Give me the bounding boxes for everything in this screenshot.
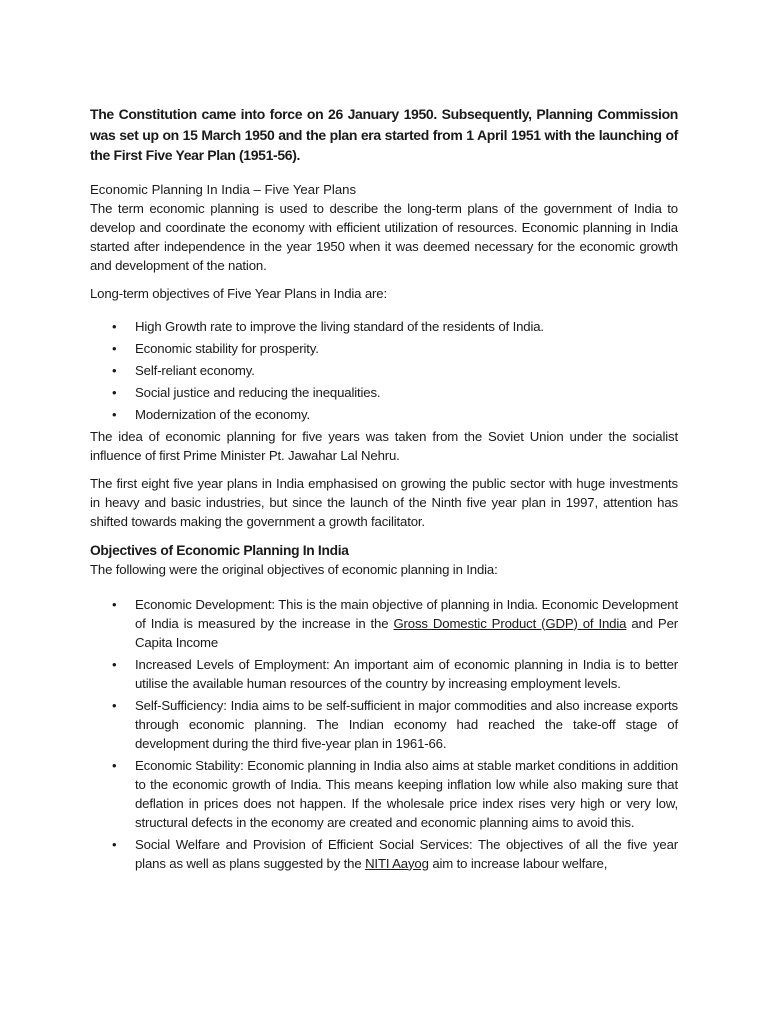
list-item [90,317,678,336]
gdp-link[interactable]: Gross Domestic Product (GDP) of India [393,615,627,631]
paragraph-objectives-intro: Long-term objectives of Five Year Plans in India are: [90,285,387,301]
section-heading-objectives: Objectives of Economic Planning In India [90,542,349,558]
list-item-text: aim to increase labour welfare, [428,855,608,871]
section-subheading: Economic Planning In India – Five Year Plans [90,181,357,197]
bullet-icon: • [112,384,117,400]
list-item-text: Increased Levels of Employment: An important aim of economic planning in India is to better utilise the available human resources of the country by increasing employment levels. [135,656,678,691]
document-page [90,104,678,876]
list-item-text: Social justice and reducing the inequalities. [135,384,381,400]
paragraph-public-sector: The first eight five year plans in India emphasised on growing the public sector with huge investments in heavy and basic industries, but since the launch of the Ninth five year plan in 1997, attention has shifted towards making the government a growth facilitator. [90,475,678,529]
objectives-list [90,317,678,424]
niti-aayog-link[interactable]: NITI Aayog [365,855,429,871]
list-item-text: Economic stability for prosperity. [135,340,319,356]
list-item [90,696,678,753]
list-item-text: Self-Sufficiency: India aims to be self-sufficient in major commodities and also increase exports through economic planning. The Indian economy had reached the take-off stage of development during the third five-year plan in 1961-66. [135,697,678,751]
list-item [90,835,678,873]
bullet-icon: • [112,596,117,612]
original-objectives-list [90,595,678,873]
bullet-icon: • [112,362,117,378]
list-item-text: High Growth rate to improve the living standard of the residents of India. [135,318,544,334]
intro-paragraph: The Constitution came into force on 26 January 1950. Subsequently, Planning Commission was set up on 15 March 1950 and the plan era started from 1 April 1951 with the launching of the First Five Year Plan (1951-56). [90,106,678,163]
bullet-icon: • [112,406,117,422]
bullet-icon: • [112,836,117,852]
list-item-text: Social Welfare and Provision of Efficient Social Services: The objectives of all the five year plans as well as plans suggested by the [135,836,678,871]
list-item [90,756,678,832]
paragraph-soviet-influence: The idea of economic planning for five years was taken from the Soviet Union under the socialist influence of first Prime Minister Pt. Jawahar Lal Nehru. [90,428,678,463]
bullet-icon: • [112,318,117,334]
list-item [90,655,678,693]
list-item [90,595,678,652]
paragraph-definition: The term economic planning is used to describe the long-term plans of the government of India to develop and coordinate the economy with efficient utilization of resources. Economic planning in India started after independence in the year 1950 when it was deemed necessary for the economic growth and development of the nation. [90,200,678,273]
list-item-text: Modernization of the economy. [135,406,311,422]
list-item [90,383,678,402]
list-item [90,361,678,380]
list-item-text: Economic Development: This is the main objective of planning in India. Economic Development of India is measured by the increase in the [135,596,678,631]
bullet-icon: • [112,697,117,713]
list-item [90,405,678,424]
paragraph-original-objectives: The following were the original objectives of economic planning in India: [90,561,498,577]
bullet-icon: • [112,340,117,356]
bullet-icon: • [112,656,117,672]
list-item-text: Self-reliant economy. [135,362,255,378]
list-item-text: Economic Stability: Economic planning in India also aims at stable market conditions in addition to the economic growth of India. This means keeping inflation low while also making sure that deflation in prices does not happen. If the wholesale price index rises very high or very low, structural defects in the economy are created and economic planning aims to avoid this. [135,757,678,830]
list-item-text: and Per Capita Income [135,615,679,650]
list-item [90,339,678,358]
bullet-icon: • [112,757,117,773]
